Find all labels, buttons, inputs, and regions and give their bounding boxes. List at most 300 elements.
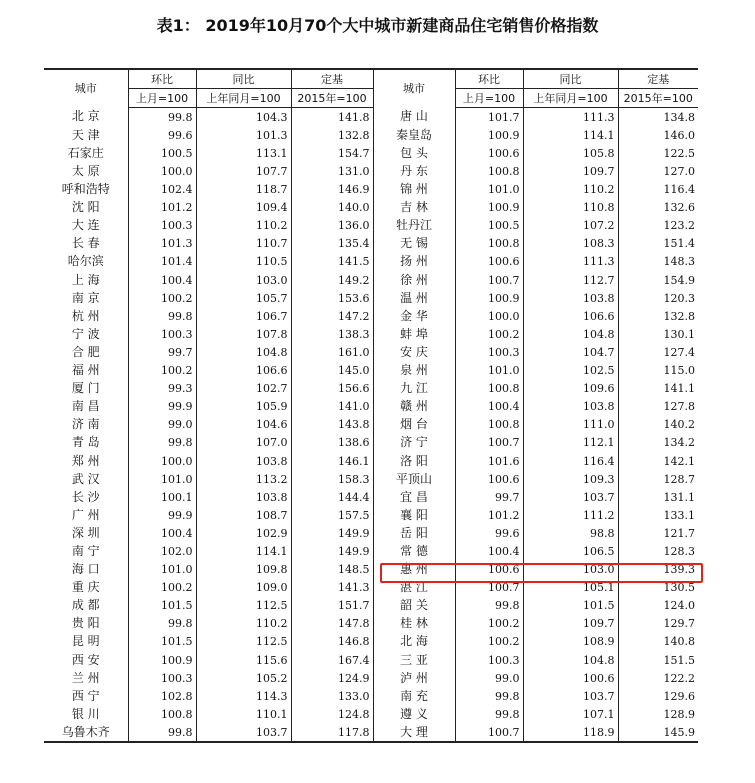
table-row	[44, 398, 698, 416]
base-value: 132.6	[618, 199, 698, 217]
yoy-value: 111.2	[523, 506, 618, 524]
col-header-mom: 环比	[455, 69, 523, 89]
table-row	[44, 687, 698, 705]
base-value: 128.9	[618, 705, 698, 723]
city-name: 哈尔滨	[67, 254, 104, 269]
table-title: 表1： 2019年10月70个大中城市新建商品住宅销售价格指数	[156, 16, 599, 35]
yoy-value: 103.0	[196, 271, 291, 289]
table-row	[44, 253, 698, 271]
city-name: 遵 义	[373, 705, 455, 723]
yoy-value: 106.5	[523, 542, 618, 560]
base-value: 138.3	[291, 325, 373, 343]
yoy-value: 108.3	[523, 235, 618, 253]
yoy-value: 118.7	[196, 181, 291, 199]
city-name: 昆 明	[71, 634, 100, 649]
yoy-value: 110.2	[196, 217, 291, 235]
city-name: 牡丹江	[373, 217, 455, 235]
table-row	[44, 542, 698, 560]
base-value: 146.8	[291, 633, 373, 651]
yoy-value: 101.3	[196, 126, 291, 144]
base-value: 129.6	[618, 687, 698, 705]
city-name: 上 海	[71, 272, 100, 287]
yoy-value: 104.6	[196, 416, 291, 434]
base-value: 149.2	[291, 271, 373, 289]
yoy-value: 109.8	[196, 561, 291, 579]
yoy-value: 113.1	[196, 144, 291, 162]
price-index-table	[44, 68, 698, 743]
yoy-value: 108.9	[523, 633, 618, 651]
mom-value: 99.8	[128, 434, 196, 452]
table-row	[44, 307, 698, 325]
city-name: 吉 林	[373, 199, 455, 217]
yoy-value: 103.7	[523, 488, 618, 506]
city-name: 南 昌	[71, 399, 100, 414]
mom-value: 100.9	[128, 651, 196, 669]
yoy-value: 103.8	[196, 452, 291, 470]
base-value: 115.0	[618, 362, 698, 380]
col-header-base: 定基	[618, 69, 698, 89]
yoy-value: 112.5	[196, 633, 291, 651]
base-value: 151.4	[618, 235, 698, 253]
mom-value: 99.9	[128, 506, 196, 524]
base-value: 141.3	[291, 579, 373, 597]
col-header-yoy: 同比	[196, 69, 291, 89]
yoy-value: 106.6	[523, 307, 618, 325]
yoy-value: 111.3	[523, 108, 618, 127]
yoy-value: 110.1	[196, 705, 291, 723]
yoy-value: 113.2	[196, 470, 291, 488]
base-value: 142.1	[618, 452, 698, 470]
base-value: 148.3	[618, 253, 698, 271]
yoy-value: 110.2	[523, 181, 618, 199]
city-name: 西 宁	[71, 688, 100, 703]
city-name: 兰 州	[71, 670, 100, 685]
mom-value: 101.0	[455, 362, 523, 380]
base-value: 135.4	[291, 235, 373, 253]
city-name: 唐 山	[373, 108, 455, 127]
city-name: 烟 台	[373, 416, 455, 434]
base-value: 127.4	[618, 343, 698, 361]
mom-value: 99.6	[128, 126, 196, 144]
mom-value: 101.7	[455, 108, 523, 127]
mom-value: 100.6	[455, 144, 523, 162]
mom-value: 100.6	[455, 253, 523, 271]
yoy-value: 103.8	[196, 488, 291, 506]
mom-value: 100.2	[128, 579, 196, 597]
base-value: 133.0	[291, 687, 373, 705]
base-value: 147.8	[291, 615, 373, 633]
mom-value: 100.3	[455, 651, 523, 669]
city-name: 石家庄	[67, 145, 104, 160]
mom-value: 100.0	[128, 162, 196, 180]
base-value: 149.9	[291, 542, 373, 560]
mom-value: 99.8	[128, 615, 196, 633]
yoy-value: 114.1	[196, 542, 291, 560]
yoy-value: 103.7	[523, 687, 618, 705]
table-row	[44, 126, 698, 144]
mom-value: 100.1	[128, 488, 196, 506]
yoy-value: 100.6	[523, 669, 618, 687]
yoy-value: 106.7	[196, 307, 291, 325]
city-name: 桂 林	[373, 615, 455, 633]
table-row	[44, 524, 698, 542]
table-row	[44, 217, 698, 235]
mom-value: 100.5	[128, 144, 196, 162]
yoy-value: 105.2	[196, 669, 291, 687]
mom-value: 99.9	[128, 398, 196, 416]
city-name: 泸 州	[373, 669, 455, 687]
city-name: 青 岛	[71, 435, 100, 450]
yoy-value: 104.8	[523, 325, 618, 343]
base-value: 131.0	[291, 162, 373, 180]
yoy-value: 107.7	[196, 162, 291, 180]
city-name: 襄 阳	[373, 506, 455, 524]
col-subheader-yoy: 上年同月=100	[196, 89, 291, 108]
yoy-value: 109.0	[196, 579, 291, 597]
mom-value: 100.7	[455, 271, 523, 289]
base-value: 120.3	[618, 289, 698, 307]
yoy-value: 104.3	[196, 108, 291, 127]
mom-value: 99.6	[455, 524, 523, 542]
base-value: 141.8	[291, 108, 373, 127]
city-name: 安 庆	[373, 343, 455, 361]
yoy-value: 108.7	[196, 506, 291, 524]
base-value: 116.4	[618, 181, 698, 199]
city-name: 洛 阳	[373, 452, 455, 470]
mom-value: 100.8	[455, 416, 523, 434]
yoy-value: 103.0	[523, 561, 618, 579]
base-value: 141.1	[618, 380, 698, 398]
base-value: 167.4	[291, 651, 373, 669]
base-value: 124.9	[291, 669, 373, 687]
yoy-value: 110.8	[523, 199, 618, 217]
base-value: 130.5	[618, 579, 698, 597]
base-value: 129.7	[618, 615, 698, 633]
col-header-yoy: 同比	[523, 69, 618, 89]
city-name: 九 江	[373, 380, 455, 398]
yoy-value: 101.5	[523, 597, 618, 615]
mom-value: 99.7	[128, 343, 196, 361]
table-row	[44, 235, 698, 253]
city-name: 秦皇岛	[373, 126, 455, 144]
city-name: 温 州	[373, 289, 455, 307]
mom-value: 99.8	[455, 705, 523, 723]
col-header-base: 定基	[291, 69, 373, 89]
yoy-value: 103.8	[523, 398, 618, 416]
yoy-value: 112.7	[523, 271, 618, 289]
mom-value: 100.6	[455, 470, 523, 488]
city-name: 重 庆	[71, 580, 100, 595]
table-row	[44, 561, 698, 579]
mom-value: 100.9	[455, 289, 523, 307]
table-row	[44, 615, 698, 633]
table-row	[44, 144, 698, 162]
city-name: 天 津	[71, 127, 100, 142]
base-value: 141.5	[291, 253, 373, 271]
yoy-value: 105.1	[523, 579, 618, 597]
city-name: 济 宁	[373, 434, 455, 452]
city-name: 北 京	[71, 109, 100, 124]
yoy-value: 107.8	[196, 325, 291, 343]
yoy-value: 107.0	[196, 434, 291, 452]
base-value: 140.8	[618, 633, 698, 651]
mom-value: 99.8	[128, 723, 196, 742]
base-value: 157.5	[291, 506, 373, 524]
mom-value: 99.8	[128, 307, 196, 325]
table-row	[44, 380, 698, 398]
mom-value: 101.5	[128, 597, 196, 615]
base-value: 132.8	[291, 126, 373, 144]
mom-value: 100.2	[455, 615, 523, 633]
yoy-value: 111.0	[523, 416, 618, 434]
mom-value: 101.2	[455, 506, 523, 524]
base-value: 131.1	[618, 488, 698, 506]
base-value: 134.8	[618, 108, 698, 127]
city-name: 大 理	[373, 723, 455, 742]
mom-value: 102.8	[128, 687, 196, 705]
base-value: 146.9	[291, 181, 373, 199]
mom-value: 100.6	[455, 561, 523, 579]
city-name: 福 州	[71, 363, 100, 378]
base-value: 117.8	[291, 723, 373, 742]
yoy-value: 109.4	[196, 199, 291, 217]
base-value: 122.2	[618, 669, 698, 687]
table-row	[44, 181, 698, 199]
mom-value: 101.2	[128, 199, 196, 217]
city-name: 泉 州	[373, 362, 455, 380]
yoy-value: 109.7	[523, 615, 618, 633]
city-name: 西 安	[71, 652, 100, 667]
yoy-value: 103.7	[196, 723, 291, 742]
city-name: 无 锡	[373, 235, 455, 253]
yoy-value: 104.8	[523, 651, 618, 669]
mom-value: 100.7	[455, 434, 523, 452]
city-name: 济 南	[71, 417, 100, 432]
mom-value: 101.4	[128, 253, 196, 271]
mom-value: 101.0	[128, 470, 196, 488]
city-name: 成 都	[71, 598, 100, 613]
col-subheader-yoy: 上年同月=100	[523, 89, 618, 108]
city-name: 徐 州	[373, 271, 455, 289]
yoy-value: 103.8	[523, 289, 618, 307]
mom-value: 101.0	[455, 181, 523, 199]
mom-value: 101.0	[128, 561, 196, 579]
table-row	[44, 434, 698, 452]
mom-value: 100.5	[455, 217, 523, 235]
mom-value: 100.7	[455, 723, 523, 742]
city-name: 沈 阳	[71, 200, 100, 215]
base-value: 134.2	[618, 434, 698, 452]
city-name: 海 口	[71, 562, 100, 577]
city-name: 包 头	[373, 144, 455, 162]
city-name: 武 汉	[71, 471, 100, 486]
base-value: 149.9	[291, 524, 373, 542]
city-name: 杭 州	[71, 308, 100, 323]
table-row	[44, 506, 698, 524]
city-name: 大 连	[71, 218, 100, 233]
mom-value: 100.3	[455, 343, 523, 361]
base-value: 145.9	[618, 723, 698, 742]
base-value: 143.8	[291, 416, 373, 434]
table-row	[44, 669, 698, 687]
base-value: 154.9	[618, 271, 698, 289]
base-value: 141.0	[291, 398, 373, 416]
mom-value: 100.2	[455, 633, 523, 651]
yoy-value: 110.7	[196, 235, 291, 253]
city-name: 三 亚	[373, 651, 455, 669]
base-value: 132.8	[618, 307, 698, 325]
yoy-value: 107.2	[523, 217, 618, 235]
table-row	[44, 470, 698, 488]
base-value: 139.3	[618, 561, 698, 579]
base-value: 158.3	[291, 470, 373, 488]
mom-value: 100.8	[128, 705, 196, 723]
col-subheader-mom: 上月=100	[128, 89, 196, 108]
base-value: 144.4	[291, 488, 373, 506]
base-value: 136.0	[291, 217, 373, 235]
yoy-value: 109.7	[523, 162, 618, 180]
table-row	[44, 162, 698, 180]
mom-value: 101.6	[455, 452, 523, 470]
base-value: 122.5	[618, 144, 698, 162]
table-row	[44, 651, 698, 669]
table-row	[44, 633, 698, 651]
city-name: 岳 阳	[373, 524, 455, 542]
city-name: 银 川	[71, 706, 100, 721]
yoy-value: 112.5	[196, 597, 291, 615]
col-subheader-mom: 上月=100	[455, 89, 523, 108]
yoy-value: 107.1	[523, 705, 618, 723]
base-value: 146.0	[618, 126, 698, 144]
col-subheader-base: 2015年=100	[291, 89, 373, 108]
city-name: 赣 州	[373, 398, 455, 416]
table-row	[44, 597, 698, 615]
base-value: 128.3	[618, 542, 698, 560]
base-value: 154.7	[291, 144, 373, 162]
mom-value: 99.0	[128, 416, 196, 434]
base-value: 128.7	[618, 470, 698, 488]
mom-value: 100.3	[128, 669, 196, 687]
base-value: 127.8	[618, 398, 698, 416]
mom-value: 102.0	[128, 542, 196, 560]
table-row	[44, 325, 698, 343]
table-row	[44, 579, 698, 597]
base-value: 130.1	[618, 325, 698, 343]
city-name: 平顶山	[373, 470, 455, 488]
mom-value: 99.8	[455, 687, 523, 705]
city-name: 锦 州	[373, 181, 455, 199]
mom-value: 99.8	[128, 108, 196, 127]
mom-value: 99.8	[455, 597, 523, 615]
city-name: 郑 州	[71, 453, 100, 468]
city-name: 南 充	[373, 687, 455, 705]
city-name: 合 肥	[71, 344, 100, 359]
yoy-value: 98.8	[523, 524, 618, 542]
mom-value: 99.0	[455, 669, 523, 687]
base-value: 124.8	[291, 705, 373, 723]
yoy-value: 109.3	[523, 470, 618, 488]
table-row	[44, 362, 698, 380]
table-row	[44, 343, 698, 361]
base-value: 133.1	[618, 506, 698, 524]
mom-value: 100.4	[455, 542, 523, 560]
mom-value: 100.7	[455, 579, 523, 597]
table-row	[44, 108, 698, 127]
mom-value: 100.3	[128, 325, 196, 343]
mom-value: 102.4	[128, 181, 196, 199]
city-name: 长 沙	[71, 489, 100, 504]
yoy-value: 102.7	[196, 380, 291, 398]
city-name: 贵 阳	[71, 616, 100, 631]
table-row	[44, 723, 698, 742]
yoy-value: 106.6	[196, 362, 291, 380]
mom-value: 100.2	[455, 325, 523, 343]
base-value: 140.0	[291, 199, 373, 217]
city-name: 常 德	[373, 542, 455, 560]
mom-value: 100.8	[455, 235, 523, 253]
mom-value: 99.3	[128, 380, 196, 398]
base-value: 123.2	[618, 217, 698, 235]
city-name: 太 原	[71, 164, 100, 179]
base-value: 153.6	[291, 289, 373, 307]
table-row	[44, 199, 698, 217]
yoy-value: 110.5	[196, 253, 291, 271]
base-value: 148.5	[291, 561, 373, 579]
base-value: 138.6	[291, 434, 373, 452]
base-value: 156.6	[291, 380, 373, 398]
mom-value: 101.3	[128, 235, 196, 253]
table-row	[44, 705, 698, 723]
yoy-value: 110.2	[196, 615, 291, 633]
yoy-value: 114.1	[523, 126, 618, 144]
city-name: 厦 门	[71, 381, 100, 396]
yoy-value: 109.6	[523, 380, 618, 398]
city-name: 丹 东	[373, 162, 455, 180]
city-name: 金 华	[373, 307, 455, 325]
yoy-value: 111.3	[523, 253, 618, 271]
base-value: 151.5	[618, 651, 698, 669]
mom-value: 100.8	[455, 162, 523, 180]
col-header-mom: 环比	[128, 69, 196, 89]
base-value: 146.1	[291, 452, 373, 470]
base-value: 145.0	[291, 362, 373, 380]
mom-value: 100.4	[128, 271, 196, 289]
mom-value: 100.3	[128, 217, 196, 235]
col-header-city: 城市	[44, 69, 128, 108]
city-name: 宁 波	[71, 326, 100, 341]
city-name: 韶 关	[373, 597, 455, 615]
yoy-value: 105.9	[196, 398, 291, 416]
yoy-value: 114.3	[196, 687, 291, 705]
city-name: 呼和浩特	[61, 182, 110, 197]
mom-value: 101.5	[128, 633, 196, 651]
city-name: 南 宁	[71, 543, 100, 558]
city-name: 宜 昌	[373, 488, 455, 506]
table-row	[44, 452, 698, 470]
mom-value: 100.9	[455, 126, 523, 144]
city-name: 长 春	[71, 236, 100, 251]
mom-value: 100.2	[128, 289, 196, 307]
table-row	[44, 416, 698, 434]
base-value: 151.7	[291, 597, 373, 615]
yoy-value: 105.8	[523, 144, 618, 162]
yoy-value: 104.8	[196, 343, 291, 361]
yoy-value: 105.7	[196, 289, 291, 307]
yoy-value: 104.7	[523, 343, 618, 361]
mom-value: 100.0	[455, 307, 523, 325]
mom-value: 99.7	[455, 488, 523, 506]
city-name: 南 京	[71, 290, 100, 305]
